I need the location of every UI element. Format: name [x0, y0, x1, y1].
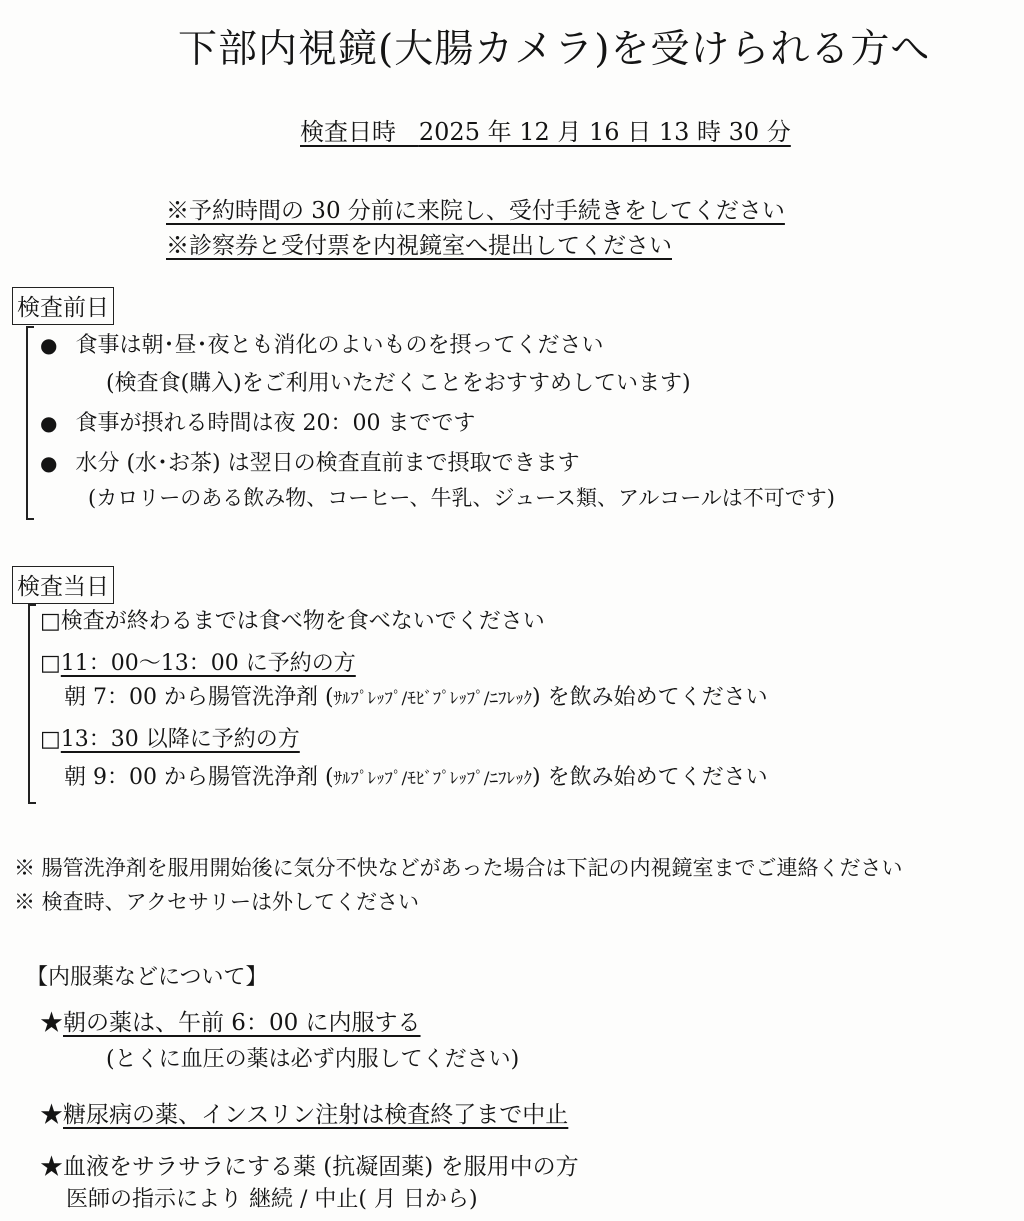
checkbox-icon: □ [40, 727, 61, 752]
list-item: ● 水分 (水･お茶) は翌日の検査直前まで摂取できます [40, 451, 580, 476]
list-item-sub: 朝 9：00 から腸管洗浄剤 (ｻﾙﾌﾟﾚｯﾌﾟ/ﾓﾋﾞﾌﾟﾚｯﾌﾟ/ﾆﾌﾚｯｸ) を飲み始めてください [64, 765, 768, 790]
bullet-icon: ● [40, 333, 58, 357]
medication-item: ★朝の薬は、午前 6：00 に内服する [40, 1010, 421, 1036]
exam-date [300, 112, 791, 147]
star-icon: ★ [40, 1154, 63, 1180]
page-title: 下部内視鏡(大腸カメラ)を受けられる方へ [178, 27, 931, 72]
checkbox-icon: □ [40, 651, 61, 676]
medication-item: ★血液をサラサラにする薬 (抗凝固薬) を服用中の方 [40, 1154, 579, 1180]
bullet-icon: ● [40, 451, 58, 475]
section-heading-exam-day: 検査当日 [12, 566, 114, 604]
warning-prep-discomfort: ※ 腸管洗浄剤を服用開始後に気分不快などがあった場合は下記の内視鏡室までご連絡ください [14, 856, 903, 880]
medication-item-sub: 医師の指示により 継続 / 中止( 月 日から) [66, 1187, 478, 1212]
list-item: ● 食事は朝･昼･夜とも消化のよいものを摂ってください [40, 333, 604, 358]
exam-date-label: 検査日時 [300, 118, 396, 146]
section-heading-medication: 【内服薬などについて】 [26, 965, 268, 990]
list-item-sub: 朝 7：00 から腸管洗浄剤 (ｻﾙﾌﾟﾚｯﾌﾟ/ﾓﾋﾞﾌﾟﾚｯﾌﾟ/ﾆﾌﾚｯｸ) を飲み始めてください [64, 685, 768, 710]
exam-date-value: 2025 年 12 月 16 日 13 時 30 分 [418, 118, 791, 146]
list-item: □13：30 以降に予約の方 [40, 727, 300, 752]
medication-item-sub: (とくに血圧の薬は必ず内服してください) [106, 1047, 520, 1072]
list-item: ● 食事が摂れる時間は夜 20：00 までです [40, 411, 476, 436]
list-item: □検査が終わるまでは食べ物を食べないでください [40, 609, 545, 634]
bracket-day-before [26, 326, 34, 520]
star-icon: ★ [40, 1102, 63, 1128]
warning-accessories: ※ 検査時、アクセサリーは外してください [14, 890, 420, 914]
list-item-sub: (検査食(購入)をご利用いただくことをおすすめしています) [106, 371, 691, 396]
checkbox-icon: □ [40, 609, 61, 634]
bullet-icon: ● [40, 411, 58, 435]
section-heading-day-before: 検査前日 [12, 287, 114, 325]
list-item-sub: (カロリーのある飲み物、コーヒー、牛乳、ジュース類、アルコールは不可です) [88, 486, 835, 510]
bracket-exam-day [28, 604, 36, 804]
note-submit: ※診察券と受付票を内視鏡室へ提出してください [166, 233, 672, 259]
list-item: □11：00～13：00 に予約の方 [40, 651, 356, 676]
medication-item: ★糖尿病の薬、インスリン注射は検査終了まで中止 [40, 1102, 569, 1128]
star-icon: ★ [40, 1010, 63, 1036]
note-arrival: ※予約時間の 30 分前に来院し、受付手続きをしてください [166, 198, 785, 224]
